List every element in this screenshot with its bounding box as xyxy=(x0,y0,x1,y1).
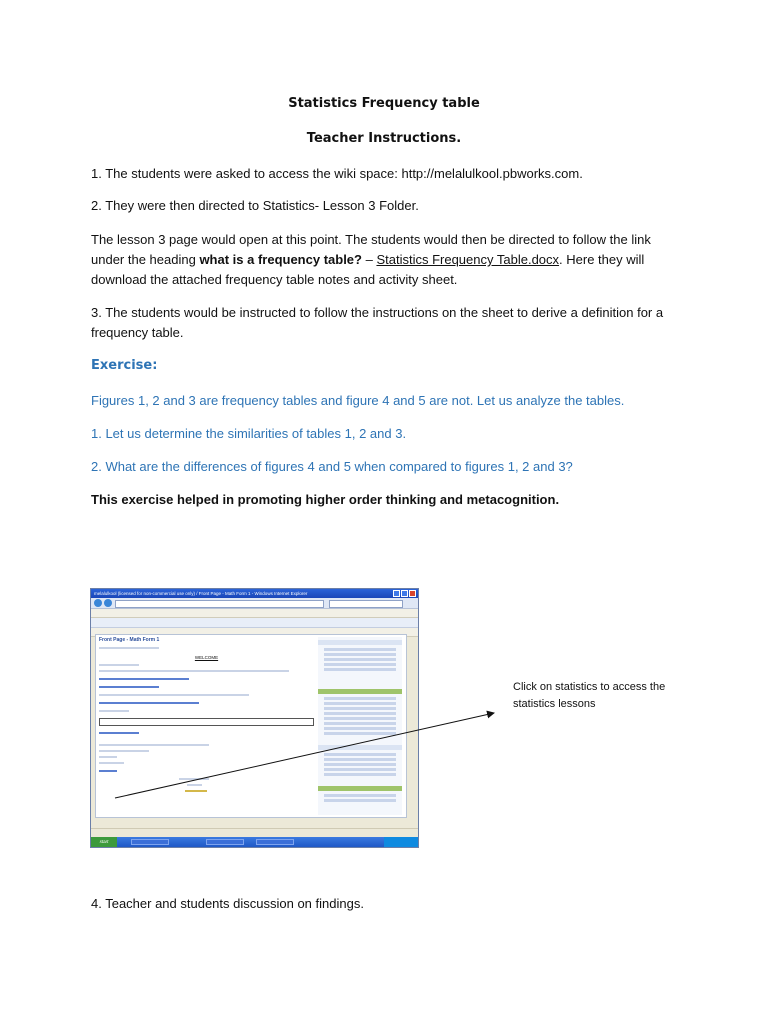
screenshot-system-tray xyxy=(384,837,418,847)
screenshot-toolbar xyxy=(91,618,418,628)
lesson-text-2: . Here they will download the attached frequency table notes and activity sheet. xyxy=(91,252,645,287)
screenshot-address-bar xyxy=(91,598,418,609)
screenshot-search-field xyxy=(329,600,403,608)
screenshot-main-column xyxy=(99,637,314,815)
frequency-table-link[interactable]: Statistics Frequency Table.docx xyxy=(376,252,560,267)
window-buttons xyxy=(392,590,416,598)
screenshot-menu-bar xyxy=(91,609,418,618)
screenshot-quote-box xyxy=(99,718,314,726)
forward-icon xyxy=(104,599,112,607)
lesson-heading: what is a frequency table? xyxy=(199,252,362,267)
step-1-text: 1. The students were asked to access the wiki space: http://melalulkool.pbworks.com. xyxy=(91,166,583,181)
screenshot-welcome: WELCOME xyxy=(194,655,219,660)
document-title: Statistics Frequency table xyxy=(288,96,480,111)
lesson-text-1: The lesson 3 page would open at this point. The students would then be directed to follow the link under the heading xyxy=(91,232,651,267)
exercise-intro: Figures 1, 2 and 3 are frequency tables and figure 4 and 5 are not. Let us analyze the tables. xyxy=(91,393,625,408)
lesson-dash: – xyxy=(361,252,377,267)
screenshot-page-content xyxy=(95,634,407,818)
screenshot-window-title: melalulkool (licensed for non-commercial use only) / Front Page - Math Form 1 - Windows Internet Explorer xyxy=(91,589,418,598)
screenshot-url-field xyxy=(115,600,324,608)
callout-text: Click on statistics to access the statistics lessons xyxy=(513,681,666,710)
screenshot-statistics-link xyxy=(99,770,117,772)
screenshot-sidebar xyxy=(318,637,402,815)
step-3-text: 3. The students would be instructed to follow the instructions on the sheet to derive a definition for a frequency table. xyxy=(91,305,664,340)
step-2-text: 2. They were then directed to Statistics- Lesson 3 Folder. xyxy=(91,198,419,213)
screenshot-start-button: start xyxy=(91,837,117,847)
exercise-question-2: 2. What are the differences of figures 4 and 5 when compared to figures 1, 2 and 3? xyxy=(91,459,573,474)
step-4-text: 4. Teacher and students discussion on findings. xyxy=(91,896,364,911)
exercise-heading: Exercise: xyxy=(91,358,158,373)
wiki-screenshot xyxy=(90,588,419,848)
screenshot-status-bar xyxy=(91,828,418,837)
lesson-paragraph xyxy=(91,230,681,290)
screenshot-page-heading: Front Page - Math Form 1 xyxy=(99,637,160,643)
exercise-note: This exercise helped in promoting higher order thinking and metacognition. xyxy=(91,492,560,507)
back-icon xyxy=(94,599,102,607)
exercise-question-1: 1. Let us determine the similarities of tables 1, 2 and 3. xyxy=(91,426,407,441)
document-subtitle: Teacher Instructions. xyxy=(306,131,462,146)
screenshot-taskbar xyxy=(91,837,418,847)
